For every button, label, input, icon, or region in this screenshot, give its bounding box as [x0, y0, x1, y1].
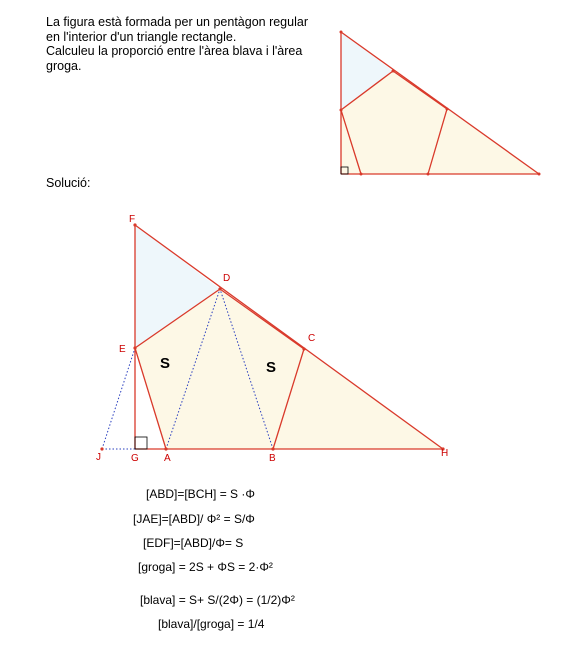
- statement-line: La figura està formada per un pentàgon regular: [46, 15, 308, 29]
- statement-line: groga.: [46, 58, 82, 73]
- formula-line: [JAE]=[ABD]/ Φ² = S/Φ: [133, 512, 255, 526]
- statement-line: Calculeu la proporció entre l'àrea blava i l'àrea: [46, 44, 303, 58]
- small-point: [538, 173, 541, 176]
- point-B: [271, 447, 274, 450]
- solution-label: Solució:: [46, 176, 91, 190]
- small-point: [392, 70, 395, 73]
- label-B: B: [269, 453, 276, 464]
- right-angle-mark: [135, 437, 147, 449]
- label-G: G: [131, 453, 139, 464]
- label-C: C: [308, 333, 316, 344]
- label-H: H: [441, 448, 449, 459]
- label-A: A: [164, 453, 171, 464]
- label-J: J: [96, 452, 101, 463]
- label-E: E: [119, 344, 126, 355]
- formula-line: [groga] = 2S + ΦS = 2·Φ²: [138, 560, 273, 574]
- small-point: [360, 173, 363, 176]
- area-label-right: S: [266, 359, 277, 376]
- point-D: [218, 287, 221, 290]
- small-point: [446, 108, 449, 111]
- formula-line: [EDF]=[ABD]/Φ= S: [143, 536, 244, 550]
- statement-line: en l'interior d'un triangle rectangle.: [46, 29, 237, 44]
- area-label-left: S: [160, 355, 171, 372]
- formula-line: [ABD]=[BCH] = S ·Φ: [146, 487, 255, 501]
- dotted-line-JE: [102, 348, 135, 449]
- point-E: [133, 346, 136, 349]
- solution-figure: [96, 214, 448, 464]
- label-D: D: [223, 273, 231, 284]
- point-C: [302, 347, 305, 350]
- small-point: [340, 31, 343, 34]
- small-point: [340, 109, 343, 112]
- small-point: [427, 173, 430, 176]
- formula-line: [blava]/[groga] = 1/4: [158, 617, 265, 631]
- point-A: [164, 447, 167, 450]
- formula-line: [blava] = S+ S/(2Φ) = (1/2)Φ²: [140, 593, 295, 607]
- point-J: [100, 447, 103, 450]
- label-F: F: [129, 214, 136, 225]
